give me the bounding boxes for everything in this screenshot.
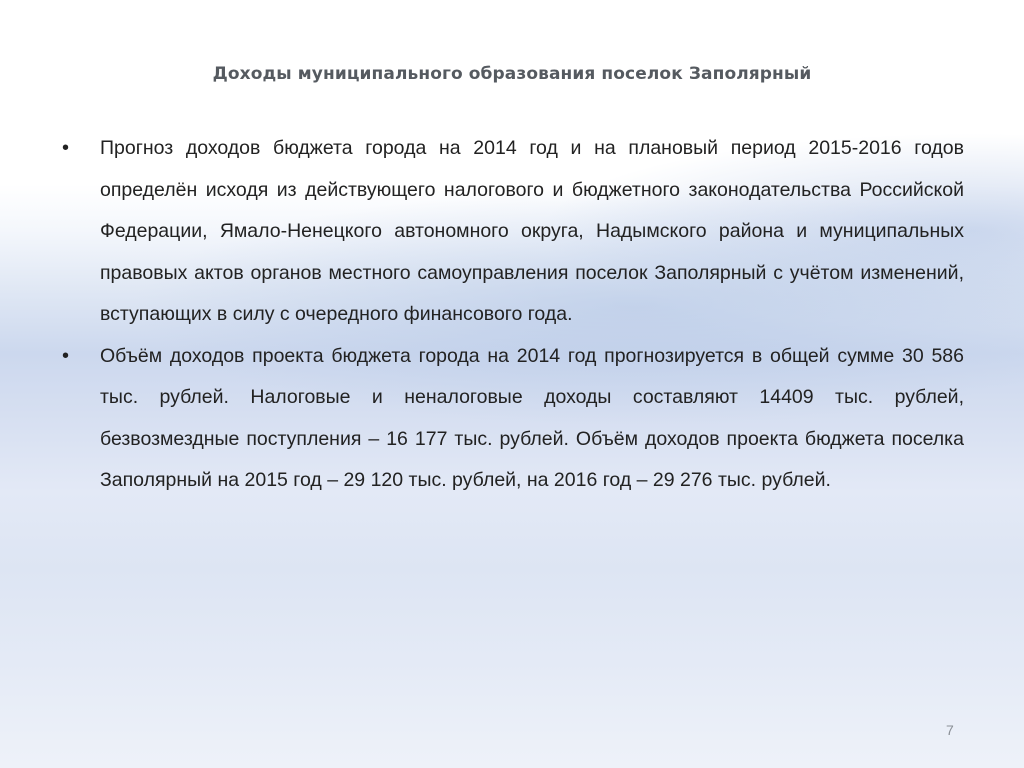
bullet-text-revenue-volume: Объём доходов проекта бюджета города на 2014 год прогнозируется в общей сумме 30 586 тыс. рублей. Налоговые и неналоговые доходы составляют 14409 тыс. рублей, безвозмездные поступления – 16 177 тыс. рублей. Объём доходов проекта бюджета поселка Заполярный на 2015 год – 29 120 тыс. рублей, на 2016 год – 29 276 тыс. рублей. [100,344,964,491]
bullet-icon: • [62,137,70,159]
slide-content [62,128,964,502]
slide-title: Доходы муниципального образования поселок Заполярный [212,64,812,84]
bullet-item-1 [62,128,964,336]
page-number: 7 [946,722,954,738]
bullet-item-2 [62,336,964,502]
bullet-text-revenue-forecast: Прогноз доходов бюджета города на 2014 год и на плановый период 2015-2016 годов определён исходя из действующего налогового и бюджетного законодательства Российской Федерации, Ямало-Ненецкого автономного округа, Надымского района и муниципальных правовых актов органов местного самоуправления поселок Заполярный с учётом изменений, вступающих в силу с очередного финансового года. [100,137,964,325]
bullet-icon: • [62,344,70,367]
